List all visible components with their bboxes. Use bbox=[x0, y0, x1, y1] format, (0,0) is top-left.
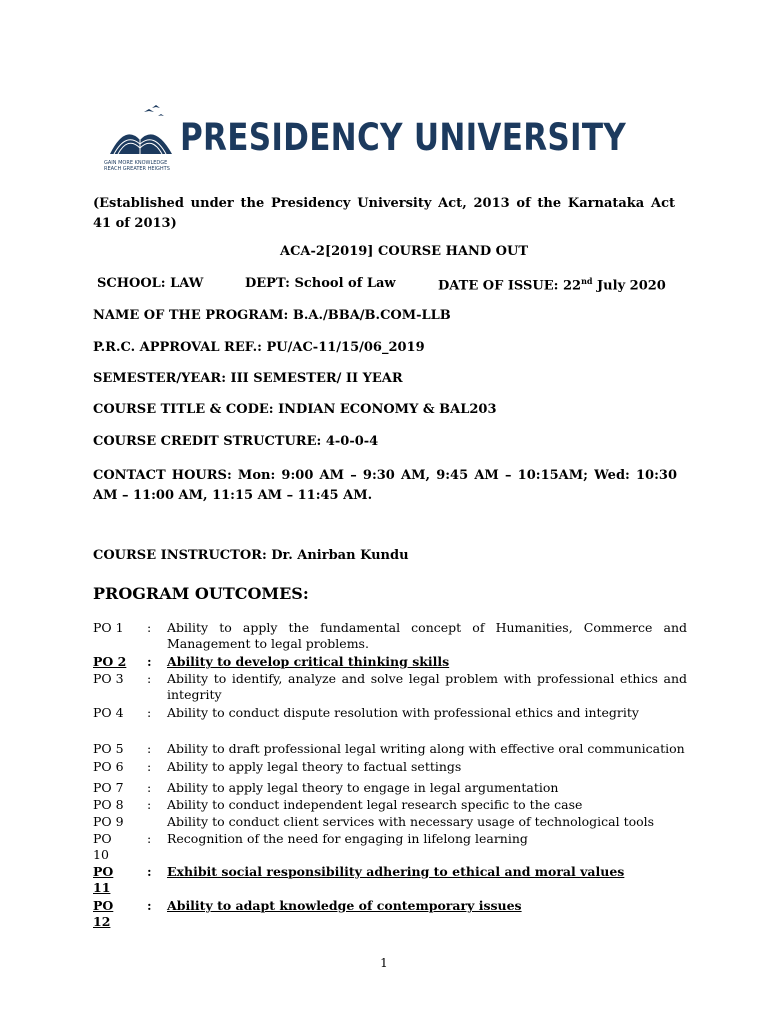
po-code: PO 7 bbox=[93, 780, 124, 795]
program-name: NAME OF THE PROGRAM: B.A./BBA/B.COM-LLB bbox=[93, 308, 451, 323]
po-text: Ability to conduct independent legal research specific to the case bbox=[167, 797, 583, 812]
po-text: Ability to conduct client services with necessary usage of technological tools bbox=[167, 814, 655, 829]
po-text: Ability to draft professional legal writing along with effective oral communication bbox=[167, 741, 685, 756]
po-code: PO 11 bbox=[93, 864, 114, 895]
po-colon: : bbox=[147, 898, 152, 913]
po-text: Ability to develop critical thinking skills bbox=[167, 654, 450, 669]
po-code: PO 4 bbox=[93, 705, 124, 720]
po-text: Ability to conduct dispute resolution with professional ethics and integrity bbox=[167, 705, 639, 720]
date-month-year: July 2020 bbox=[592, 278, 666, 294]
po-colon: : bbox=[147, 797, 152, 812]
po-colon: : bbox=[147, 620, 152, 635]
po-colon: : bbox=[147, 654, 152, 669]
university-name: PRESIDENCY UNIVERSITY bbox=[180, 116, 627, 159]
semester-year: SEMESTER/YEAR: III SEMESTER/ II YEAR bbox=[93, 371, 403, 386]
logo-tagline bbox=[104, 160, 170, 172]
program-outcomes-heading: PROGRAM OUTCOMES: bbox=[93, 584, 309, 603]
tagline-line1: GAIN MORE KNOWLEDGE bbox=[104, 160, 168, 166]
dept-field: DEPT: School of Law bbox=[245, 276, 396, 291]
po-colon: : bbox=[147, 780, 152, 795]
tagline-line2: REACH GREATER HEIGHTS bbox=[104, 166, 170, 172]
po-code: PO 2 bbox=[93, 654, 127, 669]
date-suffix-sup: nd bbox=[581, 276, 593, 286]
po-code: PO 3 bbox=[93, 671, 124, 686]
po-colon: : bbox=[147, 671, 152, 686]
course-title-code: COURSE TITLE & CODE: INDIAN ECONOMY & BAL203 bbox=[93, 402, 497, 417]
po-code: PO 1 bbox=[93, 620, 124, 635]
po-code: PO 5 bbox=[93, 741, 124, 756]
prc-approval: P.R.C. APPROVAL REF.: PU/AC-11/15/06_2019 bbox=[93, 340, 425, 355]
po-colon: : bbox=[147, 759, 152, 774]
establishment-note: (Established under the Presidency University Act, 2013 of the Karnataka Act 41 of 2013) bbox=[93, 196, 675, 231]
credit-structure: COURSE CREDIT STRUCTURE: 4-0-0-4 bbox=[93, 434, 379, 449]
po-text: Ability to apply the fundamental concept of Humanities, Commerce and Management to legal problems. bbox=[167, 620, 687, 651]
po-code: PO 6 bbox=[93, 759, 124, 774]
po-code: PO 9 bbox=[93, 814, 124, 829]
po-text: Ability to identify, analyze and solve legal problem with professional ethics and integrity bbox=[167, 671, 687, 702]
po-text: Recognition of the need for engaging in lifelong learning bbox=[167, 831, 528, 846]
university-logo bbox=[100, 104, 640, 176]
po-colon: : bbox=[147, 864, 152, 879]
po-code: PO 8 bbox=[93, 797, 124, 812]
course-instructor: COURSE INSTRUCTOR: Dr. Anirban Kundu bbox=[93, 548, 409, 563]
po-colon: : bbox=[147, 831, 152, 846]
school-field: SCHOOL: LAW bbox=[97, 276, 204, 291]
contact-hours: CONTACT HOURS: Mon: 9:00 AM – 9:30 AM, 9:45 AM – 10:15AM; Wed: 10:30 AM – 11:00 AM, 11:15 AM – 11:45 AM. bbox=[93, 468, 677, 503]
handout-title: ACA-2[2019] COURSE HAND OUT bbox=[280, 244, 528, 259]
po-colon: : bbox=[147, 741, 152, 756]
date-of-issue bbox=[438, 276, 666, 293]
po-text: Ability to adapt knowledge of contemporary issues bbox=[167, 898, 522, 913]
page-number: 1 bbox=[380, 956, 388, 970]
po-colon: : bbox=[147, 705, 152, 720]
po-text: Exhibit social responsibility adhering to ethical and moral values bbox=[167, 864, 625, 879]
po-code: PO 10 bbox=[93, 831, 112, 862]
po-text: Ability to apply legal theory to engage in legal argumentation bbox=[167, 780, 559, 795]
po-text: Ability to apply legal theory to factual settings bbox=[167, 759, 462, 774]
po-code: PO 12 bbox=[93, 898, 114, 929]
date-prefix: DATE OF ISSUE: 22 bbox=[438, 278, 582, 294]
